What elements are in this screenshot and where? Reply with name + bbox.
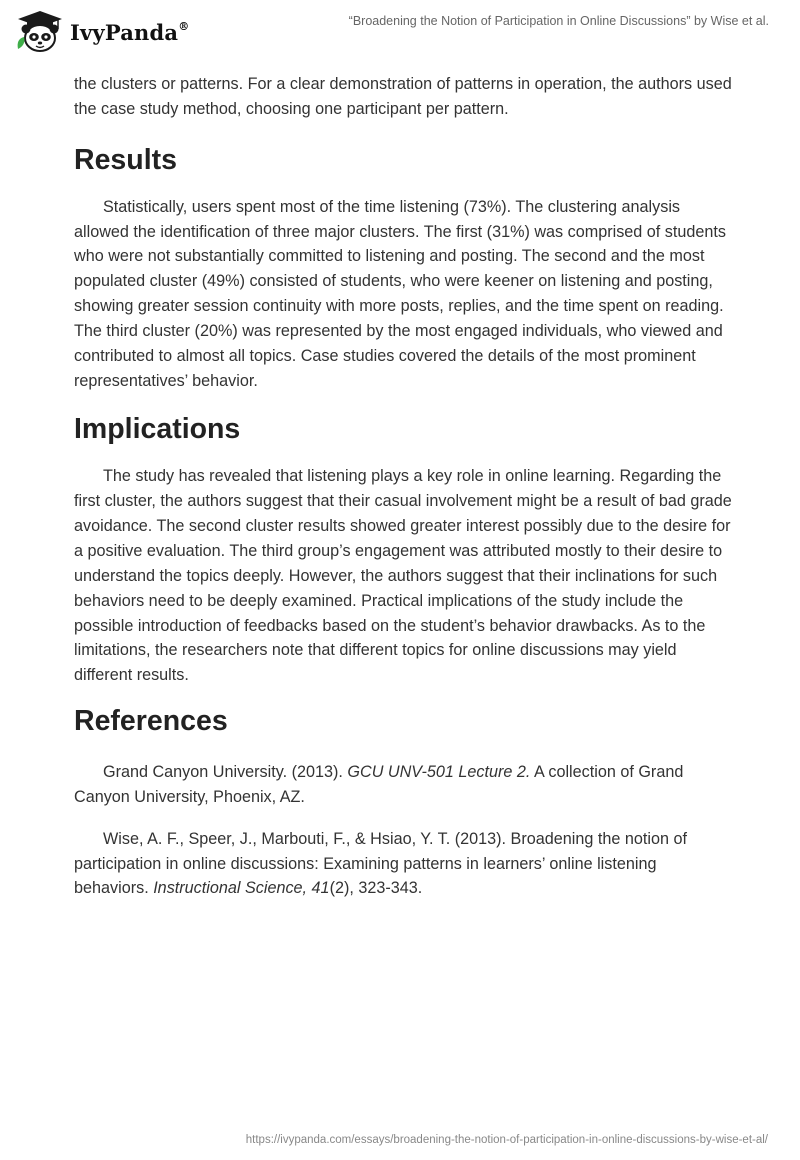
logo-text: IvyPanda®: [70, 19, 190, 45]
references-heading: References: [74, 705, 228, 738]
results-heading: Results: [74, 143, 177, 176]
panda-logo-icon: [14, 9, 66, 53]
page-header: [0, 0, 800, 60]
logo[interactable]: [14, 9, 189, 53]
intro-paragraph: the clusters or patterns. For a clear demonstration of patterns in operation, the authors used the case study method, choosing one participant per pattern.: [74, 75, 732, 118]
running-title: “Broadening the Notion of Participation in Online Discussions” by Wise et al.: [348, 14, 769, 28]
reference-item: Grand Canyon University. (2013). GCU UNV-501 Lecture 2. A collection of Grand Canyon University, Phoenix, AZ.: [74, 763, 684, 806]
implications-heading: Implications: [74, 413, 241, 446]
footer-url[interactable]: https://ivypanda.com/essays/broadening-the-notion-of-participation-in-online-discussions-by-wise-et-al/: [245, 1134, 768, 1146]
reference-item: Wise, A. F., Speer, J., Marbouti, F., & Hsiao, Y. T. (2013). Broadening the notion of participation in online discussions: Examining patterns in learners’ online listening behaviors. Instructional Science, 41(2), 323-343.: [74, 829, 687, 898]
implications-paragraph: The study has revealed that listening plays a key role in online learning. Regarding the first cluster, the authors suggest that their casual involvement might be a result of bad grade avoidance. The second cluster results showed greater interest possibly due to the desire for a positive evaluation. The third group’s engagement was attributed mostly to their desire to understand the topics deeply. However, the authors suggest that their inclinations for such behaviors need to be deeply examined. Practical implications of the study include the possible introduction of feedbacks based on the student’s behavior drawbacks. As to the limitations, the researchers note that different topics for online discussions may yield different results.: [74, 467, 732, 685]
document-body: [74, 72, 734, 901]
results-paragraph: Statistically, users spent most of the time listening (73%). The clustering analysis allowed the identification of three major clusters. The first (31%) was comprised of students who were not substantially committed to listening and posting. The second and the most populated cluster (49%) consisted of students, who were keener on listening and posting, showing greater session continuity with more posts, replies, and the time spent on reading. The third cluster (20%) was represented by the most engaged individuals, who viewed and contributed to almost all topics. Case studies covered the details of the most prominent representatives’ behavior.: [74, 197, 726, 390]
